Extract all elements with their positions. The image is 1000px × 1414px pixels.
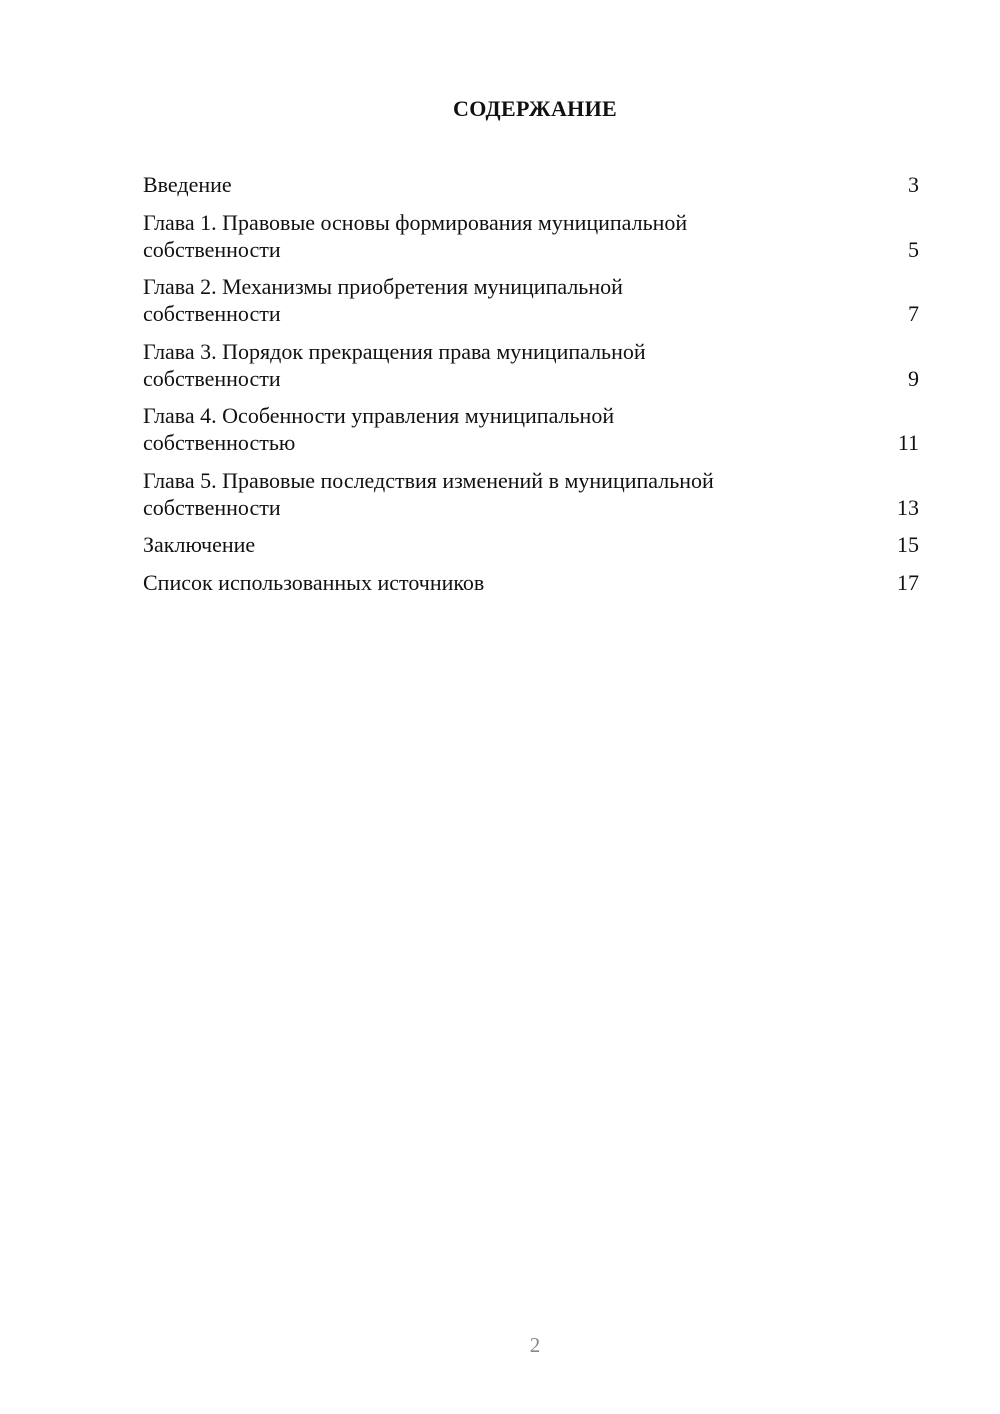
toc-entry-title [143,531,255,558]
toc-entry-line: собственности [143,301,281,326]
toc-entry-title [143,467,714,521]
toc-entry-page: 15 [897,532,919,557]
toc-entry-line: Введение [143,172,232,197]
toc-entry-line: Глава 5. Правовые последствия изменений в муниципальной [143,467,714,493]
toc-entry-page: 7 [908,301,919,326]
toc-entry-line: Глава 2. Механизмы приобретения муниципальной [143,274,623,299]
toc-entry-line: собственности [143,236,281,262]
toc-entry [143,531,919,558]
toc-entry [143,467,919,521]
toc-entry-line: Заключение [143,532,256,557]
page-title: СОДЕРЖАНИЕ [453,96,617,121]
toc-entry [143,209,919,263]
toc-entry [143,338,919,392]
toc-entry-title [143,338,646,392]
toc-entry-line: Глава 1. Правовые основы формирования муниципальной [143,209,688,235]
toc-entry-title [143,402,614,456]
toc-entry [143,569,919,596]
toc-entry-title [143,209,687,263]
table-of-contents [143,171,919,606]
toc-entry-page: 17 [897,569,919,595]
toc-entry-line: Список использованных источников [143,569,485,595]
toc-entry [143,171,919,198]
toc-entry-page: 13 [897,494,919,520]
toc-entry-title [143,171,232,198]
toc-entry-title [143,569,484,596]
toc-entry-page: 9 [908,365,919,391]
toc-entry-page: 5 [908,236,919,262]
toc-entry-page: 3 [908,172,919,197]
page-number: 2 [529,1333,541,1357]
toc-entry-line: собственностью [143,430,296,455]
toc-entry-page: 11 [897,430,919,455]
toc-entry [143,273,919,327]
toc-entry-line: собственности [143,494,281,520]
toc-entry-line: Глава 4. Особенности управления муниципальной [143,403,615,428]
toc-entry-line: Глава 3. Порядок прекращения права муниципальной [143,338,646,364]
toc-entry-line: собственности [143,365,281,391]
toc-entry-title [143,273,623,327]
toc-entry [143,402,919,456]
